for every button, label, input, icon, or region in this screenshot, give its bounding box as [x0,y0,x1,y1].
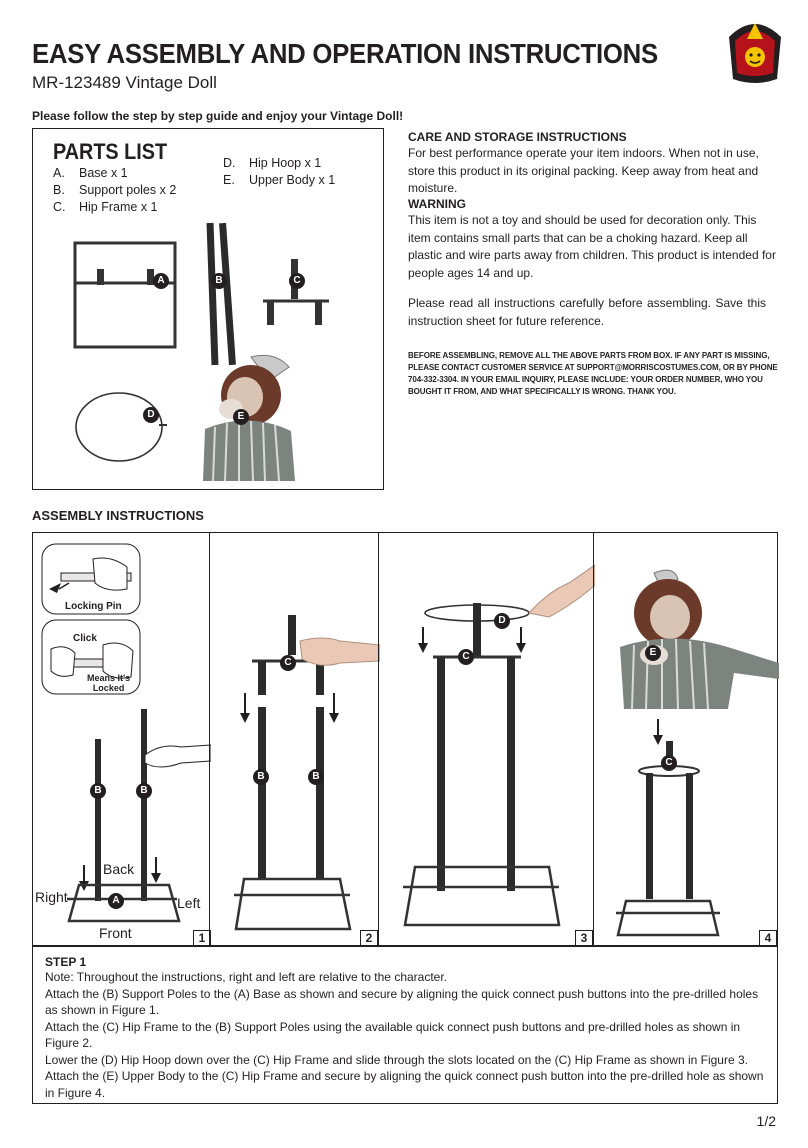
figure-1 [32,532,210,946]
assembly-heading: ASSEMBLY INSTRUCTIONS [32,508,204,523]
callout-b: B [211,273,227,289]
support-pole-right [95,739,101,901]
upper-body-attach-illustration [604,563,779,943]
figure-4 [593,532,778,946]
figure-2 [209,532,379,946]
hip-hoop-illustration [73,389,169,465]
intro-text: Please follow the step by step guide and enjoy your Vintage Doll! [32,109,404,123]
figure-number: 2 [360,930,378,946]
step-1-box [32,946,778,1104]
back-label: Back [103,861,135,877]
part-item: D. Hip Hoop x 1 [223,156,322,170]
callout-d: D [494,613,510,629]
callout-b: B [308,769,324,785]
care-heading: CARE AND STORAGE INSTRUCTIONS [408,130,627,144]
callout-a: A [108,893,124,909]
callout-c: C [280,655,296,671]
warning-text: This item is not a toy and should be used for decoration only. This item contains small parts that can be a choking hazard. Keep all plastic and wire parts away from children. This product is intended for people ages 14 and up. [408,213,776,280]
callout-e: E [233,409,249,425]
callout-c: C [661,755,677,771]
figure-3 [378,532,594,946]
read-instructions-text: Please read all instructions carefully before assembling. Save this instruction sheet for future reference. [408,296,766,328]
doll-upper-body-illustration [199,351,299,485]
support-pole [207,223,219,365]
callout-d: D [143,407,159,423]
callout-b: B [90,783,106,799]
part-item: A. Base x 1 [53,166,128,180]
callout-b: B [136,783,152,799]
parts-list-title: PARTS LIST [53,139,168,164]
base-part-illustration [71,239,181,351]
figure-number: 1 [193,930,211,946]
page-number: 1/2 [756,1113,776,1129]
part-item: B. Support poles x 2 [53,183,177,197]
right-label: Right [35,889,68,905]
means-locked-label: Means It's Locked [87,673,131,693]
support-pole [219,223,236,365]
warning-heading: WARNING [408,197,466,211]
step-text: Note: Throughout the instructions, right and left are relative to the character. Attach the (B) Support Poles to the (A) Base as shown and secure by aligning the quick connect push buttons into the pre-drilled holes as shown in Figure 1. Attach the (C) Hip Frame to the (B) Support Poles using the available quick connect push buttons and pre-drilled holes as shown in Figure 2. Lower the (D) Hip Hoop down over the (C) Hip Frame and slide through the slots located on the (C) Hip Frame as shown in Figure 3. Attach the (E) Upper Body to the (C) Hip Frame and secure by aligning the quick connect push button into the pre-drilled hole as shown in Figure 4. [45,970,764,1100]
figure-number: 4 [759,930,777,946]
step-heading: STEP 1 [45,955,87,969]
parts-list-box [32,128,384,490]
click-label: Click [73,633,97,644]
callout-c: C [458,649,474,665]
front-label: Front [99,925,132,941]
page-title: EASY ASSEMBLY AND OPERATION INSTRUCTIONS [32,38,658,69]
hip-frame-illustration [259,257,333,329]
callout-b: B [253,769,269,785]
part-item: E. Upper Body x 1 [223,173,336,187]
hand-illustration [141,737,211,777]
part-item: C. Hip Frame x 1 [53,200,158,214]
callout-c: C [289,273,305,289]
parts-column-left [53,165,176,216]
locking-pin-label: Locking Pin [65,601,122,612]
callout-a: A [153,273,169,289]
product-subtitle: MR-123489 Vintage Doll [32,73,217,92]
parts-column-right [223,155,335,189]
care-text: For best performance operate your item indoors. When not in use, store this product in its original packing. Keep away from heat and moisture. [408,146,759,195]
left-label: Left [177,895,201,911]
figure-number: 3 [575,930,593,946]
missing-parts-notice: BEFORE ASSEMBLING, REMOVE ALL THE ABOVE PARTS FROM BOX. IF ANY PART IS MISSING, PLEASE CONTACT CUSTOMER SERVICE AT SUPPORT@MORRISCOSTUMES.COM, OR BY PHONE 704-332-3304. IN YOUR EMAIL INQUIRY, PLEASE INCLUDE: YOUR ORDER NUMBER, WHO YOU BOUGHT IT FROM, AND WHAT SPECIFICALLY IS WRONG. THANK YOU. [408,351,778,396]
callout-e: E [645,645,661,661]
jester-logo [727,17,783,83]
